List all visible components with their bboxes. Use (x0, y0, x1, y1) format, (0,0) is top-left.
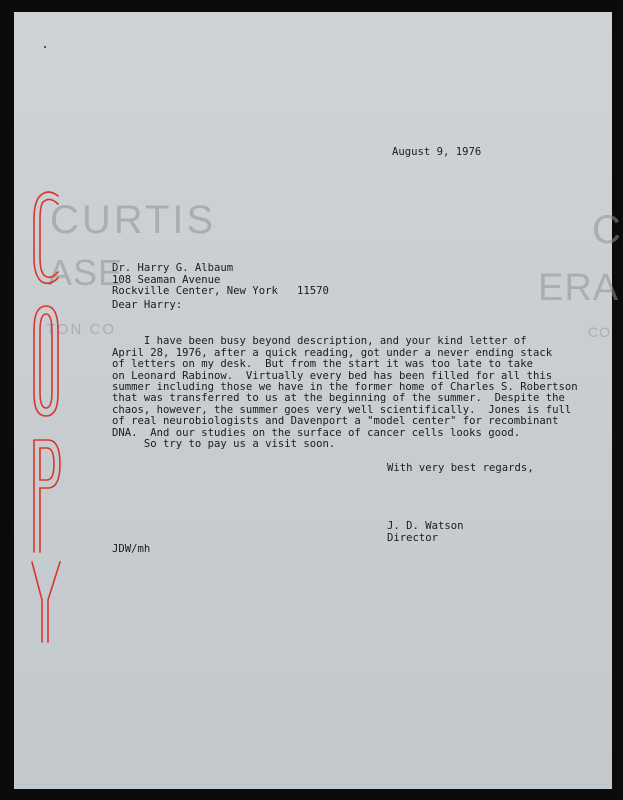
signer-name: J. D. Watson (387, 520, 464, 533)
recipient-name: Dr. Harry G. Albaum (112, 262, 234, 275)
speck (44, 46, 46, 48)
body-line: of real neurobiologists and Davenport a "model center" for recombinant (112, 415, 559, 428)
bleed-through-right-edge: C (592, 208, 622, 252)
bleed-through-co-right: CO (588, 324, 611, 340)
recipient-city: Rockville Center, New York 11570 (112, 285, 329, 298)
recipient-street: 108 Seaman Avenue (112, 273, 221, 286)
body-line: I have been busy beyond description, and your kind letter of (112, 335, 527, 348)
complimentary-close: With very best regards, (387, 462, 534, 474)
body-line: of letters on my desk. But from the start it was too late to take (112, 358, 533, 371)
body-line: April 28, 1976, after a quick reading, got under a never ending stack (112, 346, 553, 359)
copy-stamp-letter-o (34, 306, 58, 416)
bleed-through-curtis: CURTIS (50, 198, 217, 242)
recipient-address (112, 252, 329, 298)
copy-stamp-letter-c (34, 192, 58, 283)
letter-body (112, 325, 578, 439)
body-line: chaos, however, the summer goes very well scientifically. Jones is full (112, 403, 572, 416)
letter-sheet (14, 12, 622, 789)
letter-date: August 9, 1976 (392, 146, 482, 158)
salutation: Dear Harry: (112, 299, 183, 311)
copy-stamp-letter-y (32, 562, 60, 642)
copy-stamp-letter-p (34, 440, 60, 552)
signature-block (387, 510, 464, 544)
body-line: DNA. And our studies on the surface of cancer cells looks good. (112, 426, 521, 439)
reference-initials: JDW/mh (112, 543, 151, 555)
signer-title: Director (387, 531, 439, 544)
bleed-through-ton-co: TON CO (46, 321, 117, 338)
copy-stamp (28, 190, 68, 650)
body-line: summer including those we have in the former home of Charles S. Robertson (112, 381, 578, 394)
bleed-through-era: ERA (538, 267, 620, 309)
body-line: on Leonard Rabinow. Virtually every bed has been filled for all this (112, 369, 553, 382)
bleed-through-ase: ASE (48, 252, 124, 293)
body-line: that was transferred to us at the beginning of the summer. Despite the (112, 392, 565, 405)
closing-paragraph: So try to pay us a visit soon. (112, 438, 336, 450)
